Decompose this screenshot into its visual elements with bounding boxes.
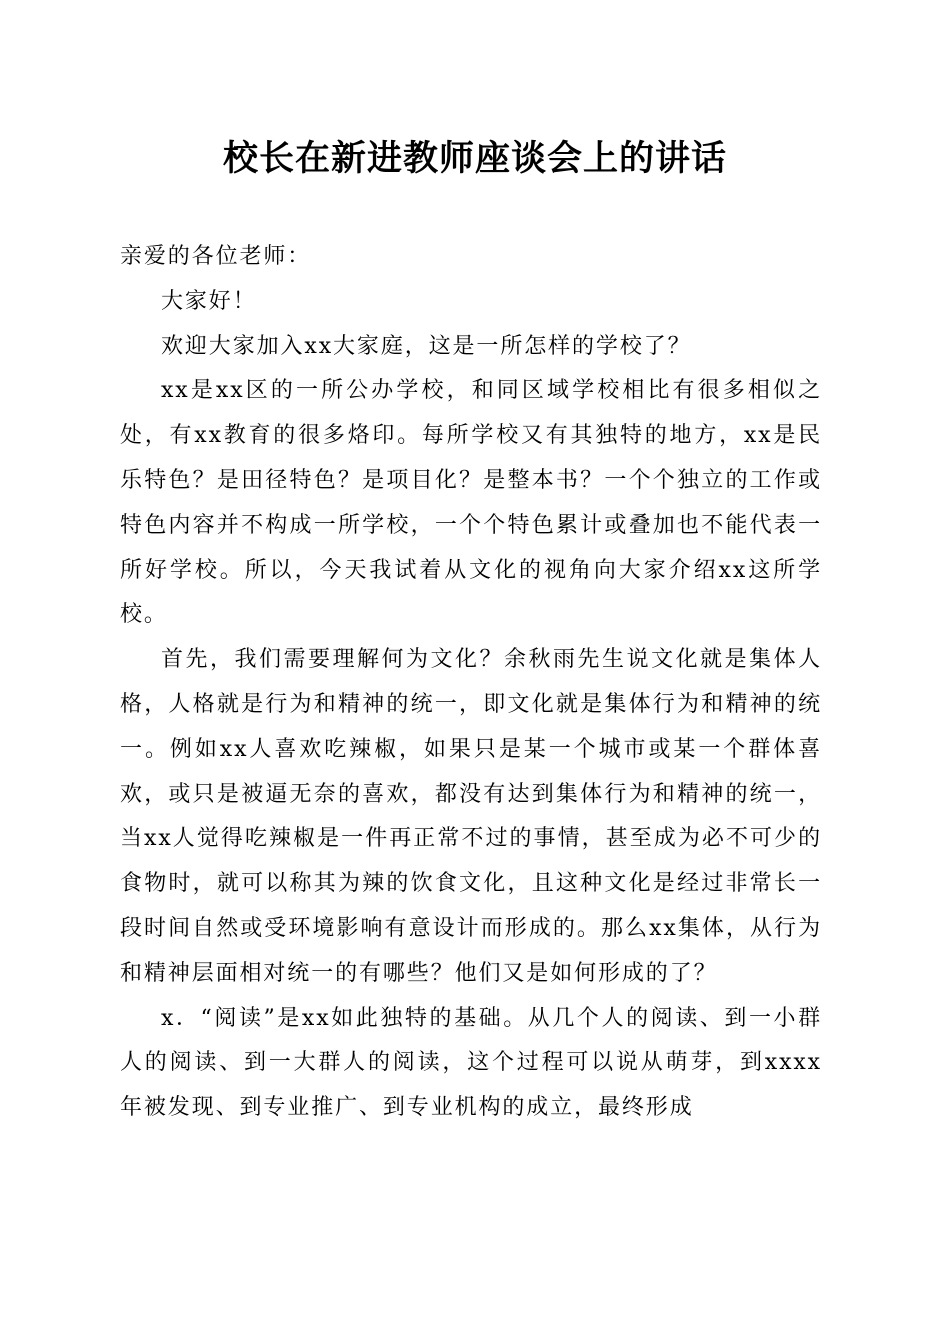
paragraph-welcome: 欢迎大家加入xx大家庭，这是一所怎样的学校了？ [161,333,692,359]
paragraph-school-intro: xx是xx区的一所公办学校，和同区域学校相比有很多相似之处，有xx教育的很多烙印。每所学校又有其独特的地方，xx是民乐特色？是田径特色？是项目化？是整本书？一个个独立的工作或特色内容并不构成一所学校，一个个特色累计或叠加也不能代表一所好学校。所以，今天我试着从文化的视角向大家介绍xx这所学校。 [120,378,822,628]
paragraph-greeting: 大家好！ [161,288,257,314]
salutation: 亲爱的各位老师： [120,244,312,269]
document-body [120,235,822,1131]
document-title: 校长在新进教师座谈会上的讲话 [222,139,727,179]
paragraph-culture-definition: 首先，我们需要理解何为文化？余秋雨先生说文化就是集体人格，人格就是行为和精神的统一，即文化就是集体行为和精神的统一。例如xx人喜欢吃辣椒，如果只是某一个城市或某一个群体喜欢，或只是被逼无奈的喜欢，都没有达到集体行为和精神的统一，当xx人觉得吃辣椒是一件再正常不过的事情，甚至成为必不可少的食物时，就可以称其为辣的饮食文化，且这种文化是经过非常长一段时间自然或受环境影响有意设计而形成的。那么xx集体，从行为和精神层面相对统一的有哪些？他们又是如何形成的了？ [120,647,822,986]
paragraph-reading: x．“阅读”是xx如此独特的基础。从几个人的阅读、到一小群人的阅读、到一大群人的阅读，这个过程可以说从萌芽，到xxxx年被发现、到专业推广、到专业机构的成立，最终形成 [120,1005,822,1121]
